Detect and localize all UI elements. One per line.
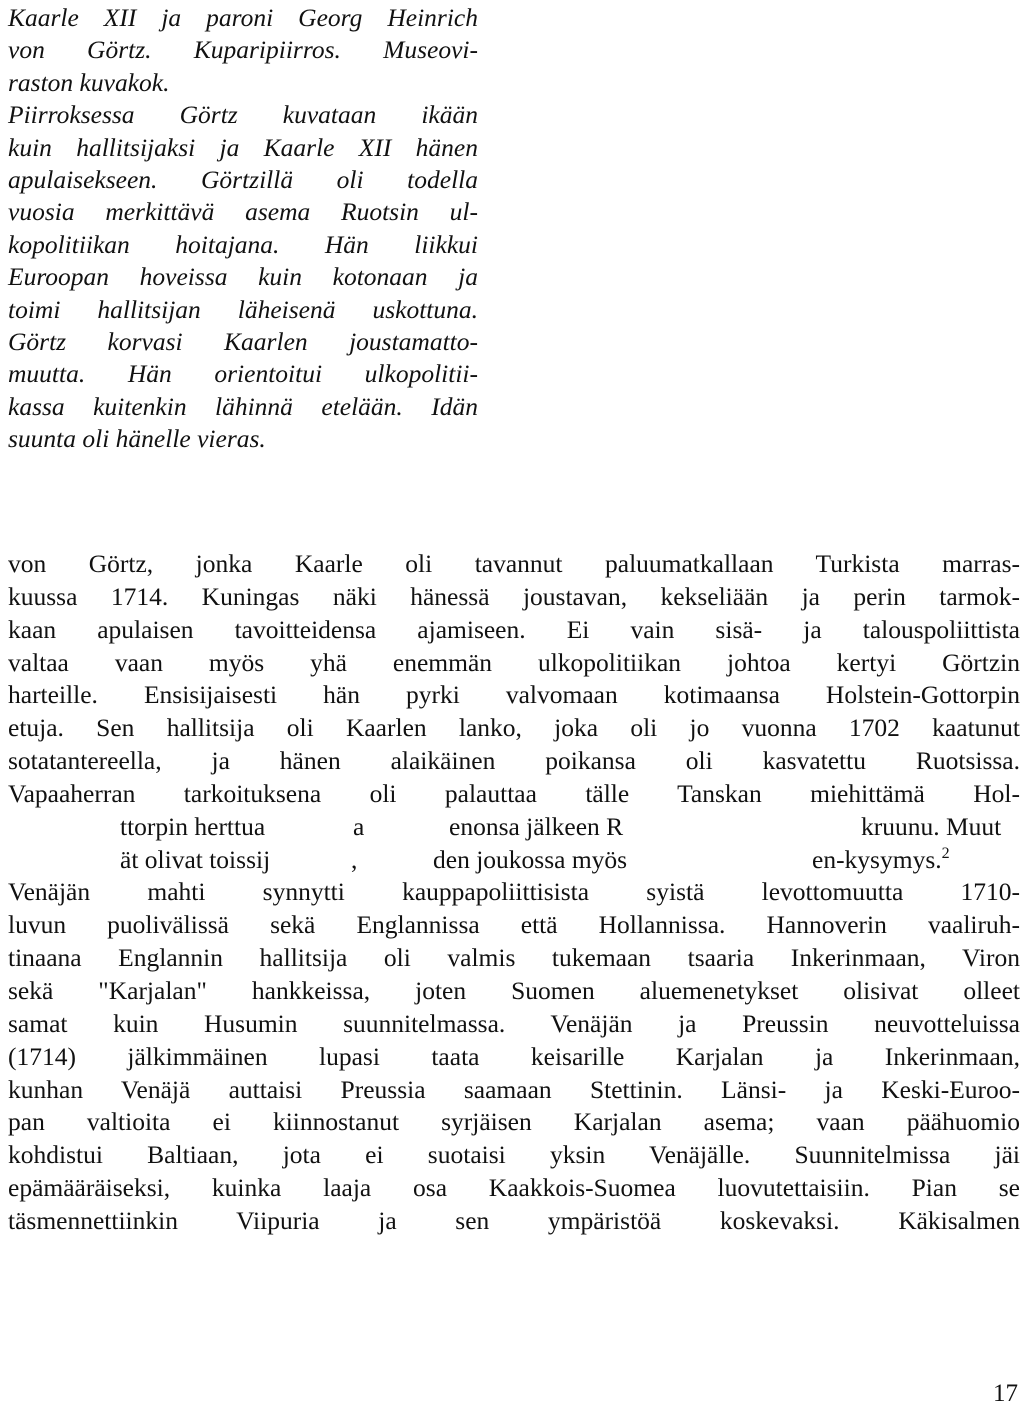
caption-line: apulaisekseen. Görtzillä oli todella xyxy=(8,164,478,194)
caption-line: muutta. Hän orientoitui ulkopolitii- xyxy=(8,359,478,389)
text-fragment xyxy=(812,844,950,877)
text-fragment: , xyxy=(351,844,358,874)
body-line: etuja. Sen hallitsija oli Kaarlen lanko, joka oli jo vuonna 1702 kaatunut xyxy=(8,713,1020,743)
body-line: täsmennettiinkin Viipuria ja sen ympäristöä koskevaksi. Käkisalmen xyxy=(8,1205,1020,1235)
body-line: epämääräiseksi, kuinka laaja osa Kaakkois-Suomea luovutettaisiin. Pian se xyxy=(8,1173,1020,1203)
body-line: pan valtioita ei kiinnostanut syrjäisen Karjalan asema; vaan päähuomio xyxy=(8,1107,1020,1137)
caption-line: kassa kuitenkin lähinnä etelään. Idän xyxy=(8,391,478,421)
caption-line: kopolitiikan hoitajana. Hän liikkui xyxy=(8,229,478,259)
caption-line: Euroopan hoveissa kuin kotonaan ja xyxy=(8,262,478,292)
text-fragment: a xyxy=(353,811,365,841)
body-line: kunhan Venäjä auttaisi Preussia saamaan Stettinin. Länsi- ja Keski-Euroo- xyxy=(8,1074,1020,1104)
body-line: valtaa vaan myös yhä enemmän ulkopolitiikan johtoa kertyi Görtzin xyxy=(8,647,1020,677)
text-fragment: kruunu. Muut xyxy=(861,811,1002,841)
caption-line: raston kuvakok. xyxy=(8,67,170,97)
image-caption xyxy=(8,2,478,455)
caption-line: von Görtz. Kuparipiirros. Museovi- xyxy=(8,35,478,65)
body-line: samat kuin Husumin suunnitelmassa. Venäjän ja Preussin neuvotteluissa xyxy=(8,1008,1020,1038)
damaged-line xyxy=(8,811,1020,844)
damaged-line xyxy=(8,844,1020,877)
caption-line: toimi hallitsijan läheisenä uskottuna. xyxy=(8,294,478,324)
body-line: sekä "Karjalan" hankkeissa, joten Suomen aluemenetykset olisivat olleet xyxy=(8,975,1020,1005)
caption-line: vuosia merkittävä asema Ruotsin ul- xyxy=(8,197,478,227)
footnote-ref: 2 xyxy=(941,844,950,862)
body-line: sotatantereella, ja hänen alaikäinen poikansa oli kasvatettu Ruotsissa. xyxy=(8,746,1020,776)
page-number: 17 xyxy=(993,1380,1018,1407)
caption-line: Görtz korvasi Kaarlen joustamatto- xyxy=(8,326,478,356)
text-fragment: ttorpin herttua xyxy=(120,811,266,841)
text-fragment-end: en-kysymys. xyxy=(812,844,942,874)
caption-line: Piirroksessa Görtz kuvataan ikään xyxy=(8,100,478,130)
body-line: harteille. Ensisijaisesti hän pyrki valvomaan kotimaansa Holstein-Gottorpin xyxy=(8,680,1020,710)
body-line: kohdistui Baltiaan, jota ei suotaisi yksin Venäjälle. Suunnitelmissa jäi xyxy=(8,1140,1020,1170)
body-line: (1714) jälkimmäinen lupasi taata keisarille Karjalan ja Inkerinmaan, xyxy=(8,1041,1020,1071)
body-line: Vapaaherran tarkoituksena oli palauttaa tälle Tanskan miehittämä Hol- xyxy=(8,778,1020,808)
body-line: Venäjän mahti synnytti kauppapoliittisista syistä levottomuutta 1710- xyxy=(8,877,1020,907)
caption-line: kuin hallitsijaksi ja Kaarle XII hänen xyxy=(8,132,478,162)
body-line: kuussa 1714. Kuningas näki hänessä joustavan, kekseliään ja perin tarmok- xyxy=(8,581,1020,611)
body-line: tinaana Englannin hallitsija oli valmis tukemaan tsaaria Inkerinmaan, Viron xyxy=(8,943,1020,973)
text-fragment: ät olivat toissij xyxy=(120,844,271,874)
body-line: luvun puolivälissä sekä Englannissa että Hollannissa. Hannoverin vaaliruh- xyxy=(8,910,1020,940)
caption-line: suunta oli hänelle vieras. xyxy=(8,424,266,454)
caption-line: Kaarle XII ja paroni Georg Heinrich xyxy=(8,3,478,32)
body-text xyxy=(8,548,1020,1238)
text-fragment: enonsa jälkeen R xyxy=(449,811,624,841)
text-fragment: den joukossa myös xyxy=(433,844,628,874)
body-line: kaan apulaisen tavoitteidensa ajamiseen. Ei vain sisä- ja talouspoliittista xyxy=(8,614,1020,644)
body-line: von Görtz, jonka Kaarle oli tavannut paluumatkallaan Turkista marras- xyxy=(8,549,1020,578)
